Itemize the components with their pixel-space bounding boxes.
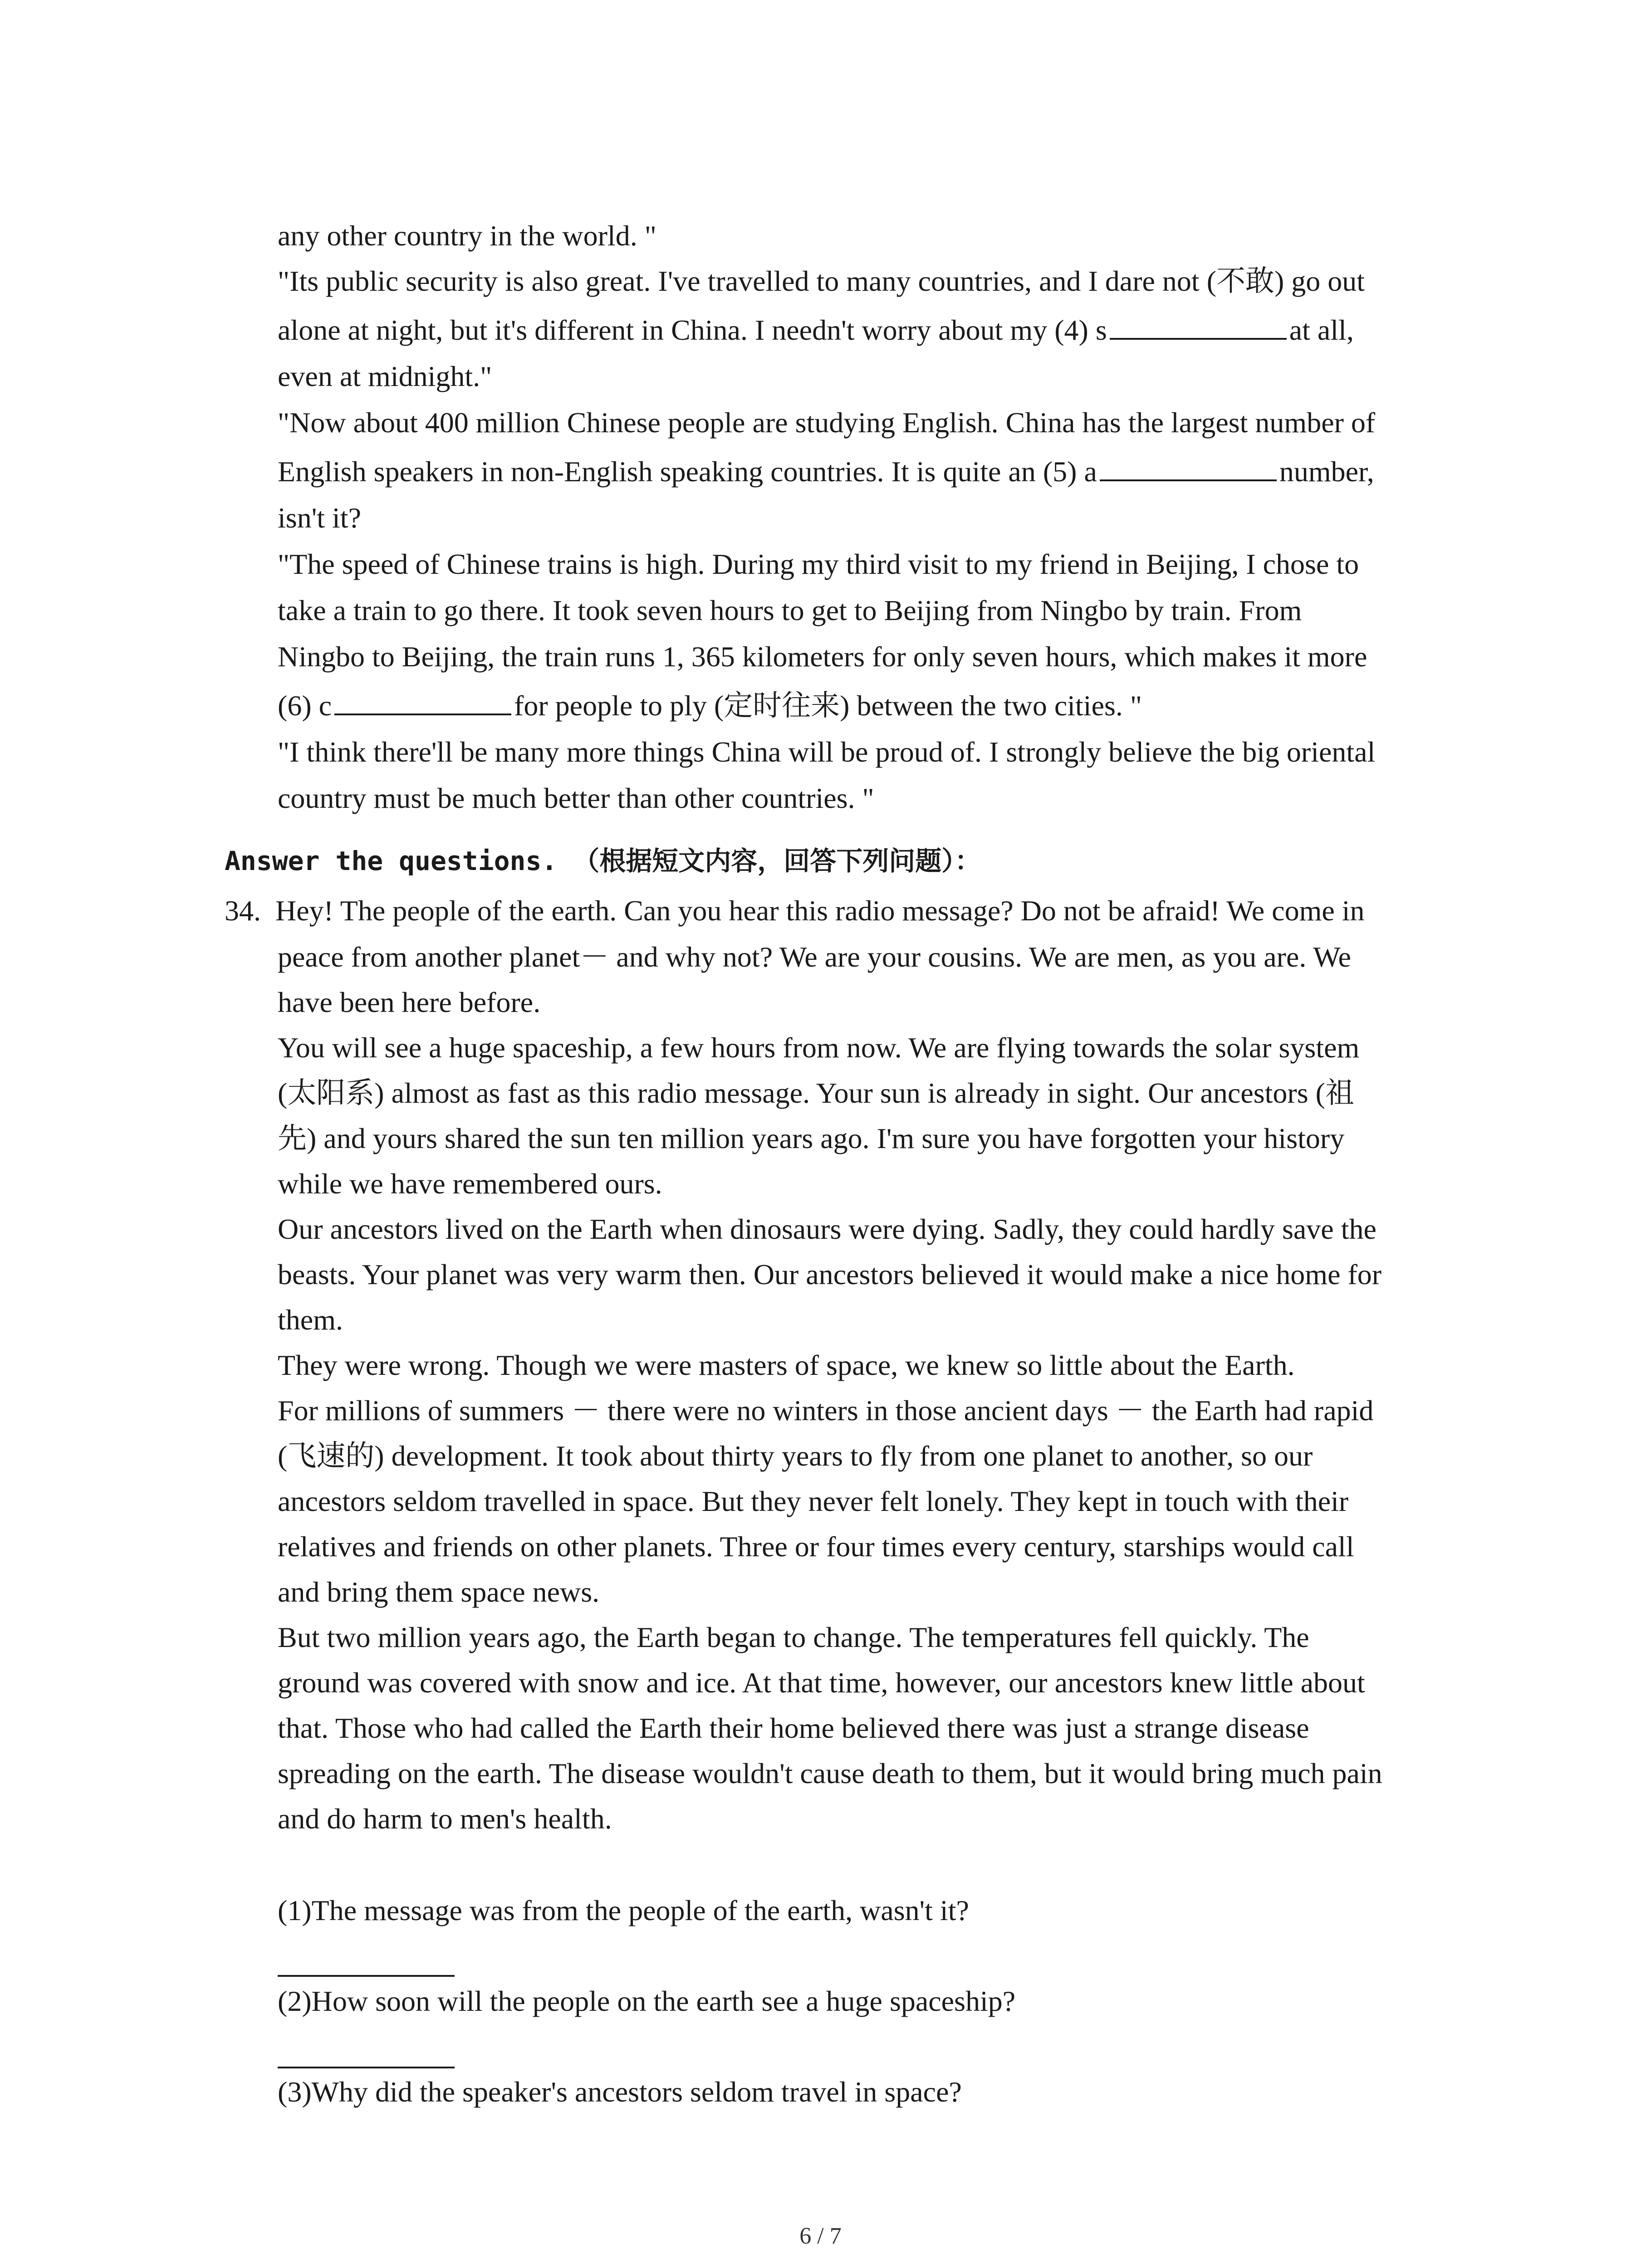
passage-line: Our ancestors lived on the Earth when dinosaurs were dying. Sadly, they could hardly save the — [278, 1213, 1376, 1245]
page-number: 6 / 7 — [799, 2223, 842, 2249]
sub-question-3: (3)Why did the speaker's ancestors seldom travel in space? — [278, 2076, 962, 2108]
answer-blank-1[interactable] — [278, 1975, 455, 1977]
passage-line: and bring them space news. — [278, 1576, 600, 1608]
passage-text: English speakers in non-English speaking countries. It is quite an (5) a — [278, 455, 1097, 488]
sub-question-2: (2)How soon will the people on the earth see a huge spaceship? — [278, 1985, 1016, 2017]
passage-line: ground was covered with snow and ice. At that time, however, our ancestors knew little about — [278, 1667, 1365, 1699]
passage-line: them. — [278, 1304, 343, 1336]
passage-line: peace from another planet－ and why not? We are your cousins. We are men, as you are. We — [278, 941, 1351, 973]
passage-line: beasts. Your planet was very warm then. Our ancestors believed it would make a nice home for — [278, 1258, 1382, 1290]
passage-text: for people to ply (定时往来) between the two cities. " — [514, 689, 1142, 722]
passage-line: that. Those who had called the Earth their home believed there was just a strange disease — [278, 1712, 1309, 1744]
passage-line: Ningbo to Beijing, the train runs 1, 365 kilometers for only seven hours, which makes it more — [278, 640, 1367, 673]
passage-line: and do harm to men's health. — [278, 1803, 612, 1835]
passage-text: Hey! The people of the earth. Can you hear this radio message? Do not be afraid! We come in — [275, 894, 1365, 927]
passage-line: spreading on the earth. The disease wouldn't cause death to them, but it would bring much pain — [278, 1757, 1382, 1789]
passage-text: number, — [1279, 455, 1374, 488]
passage-line: while we have remembered ours. — [278, 1168, 662, 1200]
passage-line-with-blank — [278, 308, 1457, 353]
passage-line: (飞速的) development. It took about thirty years to fly from one planet to another, so our — [278, 1440, 1313, 1472]
answer-blank-2[interactable] — [278, 2067, 455, 2068]
passage-line: ancestors seldom travelled in space. But they never felt lonely. They kept in touch with their — [278, 1485, 1349, 1517]
question-number: 34. — [225, 894, 261, 927]
section-heading: Answer the questions. （根据短文内容，回答下列问题）： — [225, 846, 981, 876]
passage-line: isn't it? — [278, 502, 361, 534]
passage-line: 先) and yours shared the sun ten million years ago. I'm sure you have forgotten your history — [278, 1122, 1345, 1154]
passage-line-with-blank — [278, 449, 1457, 494]
passage-line: any other country in the world. " — [278, 220, 656, 252]
passage-line: You will see a huge spaceship, a few hours from now. We are flying towards the solar system — [278, 1031, 1360, 1064]
passage-line: For millions of summers － there were no winters in those ancient days － the Earth had rapid — [278, 1394, 1374, 1427]
passage-line: "Its public security is also great. I've travelled to many countries, and I dare not (不敢) go out — [278, 265, 1365, 297]
passage-line: "Now about 400 million Chinese people are studying English. China has the largest number of — [278, 406, 1376, 439]
passage-text: (6) c — [278, 689, 332, 722]
passage-line: "I think there'll be many more things China will be proud of. I strongly believe the big oriental — [278, 736, 1376, 768]
passage-line-with-blank — [278, 683, 1457, 728]
passage-line: country must be much better than other countries. " — [278, 782, 874, 814]
question-34-first-line — [225, 888, 1404, 934]
passage-line: But two million years ago, the Earth began to change. The temperatures fell quickly. The — [278, 1621, 1309, 1653]
passage-line: relatives and friends on other planets. Three or four times every century, starships would call — [278, 1530, 1354, 1563]
fill-blank-4[interactable] — [1110, 312, 1287, 340]
passage-line: have been here before. — [278, 986, 541, 1018]
passage-line: (太阳系) almost as fast as this radio message. Your sun is already in sight. Our ancestors (祖 — [278, 1077, 1354, 1109]
passage-text: at all, — [1289, 314, 1354, 346]
fill-blank-5[interactable] — [1100, 453, 1277, 481]
fill-blank-6[interactable] — [334, 687, 511, 715]
passage-line: take a train to go there. It took seven hours to get to Beijing from Ningbo by train. From — [278, 594, 1302, 626]
passage-line: even at midnight." — [278, 360, 492, 392]
passage-line: "The speed of Chinese trains is high. During my third visit to my friend in Beijing, I chose to — [278, 548, 1359, 580]
sub-question-1: (1)The message was from the people of the earth, wasn't it? — [278, 1894, 969, 1926]
passage-line: They were wrong. Though we were masters of space, we knew so little about the Earth. — [278, 1349, 1295, 1381]
passage-text: alone at night, but it's different in China. I needn't worry about my (4) s — [278, 314, 1107, 346]
